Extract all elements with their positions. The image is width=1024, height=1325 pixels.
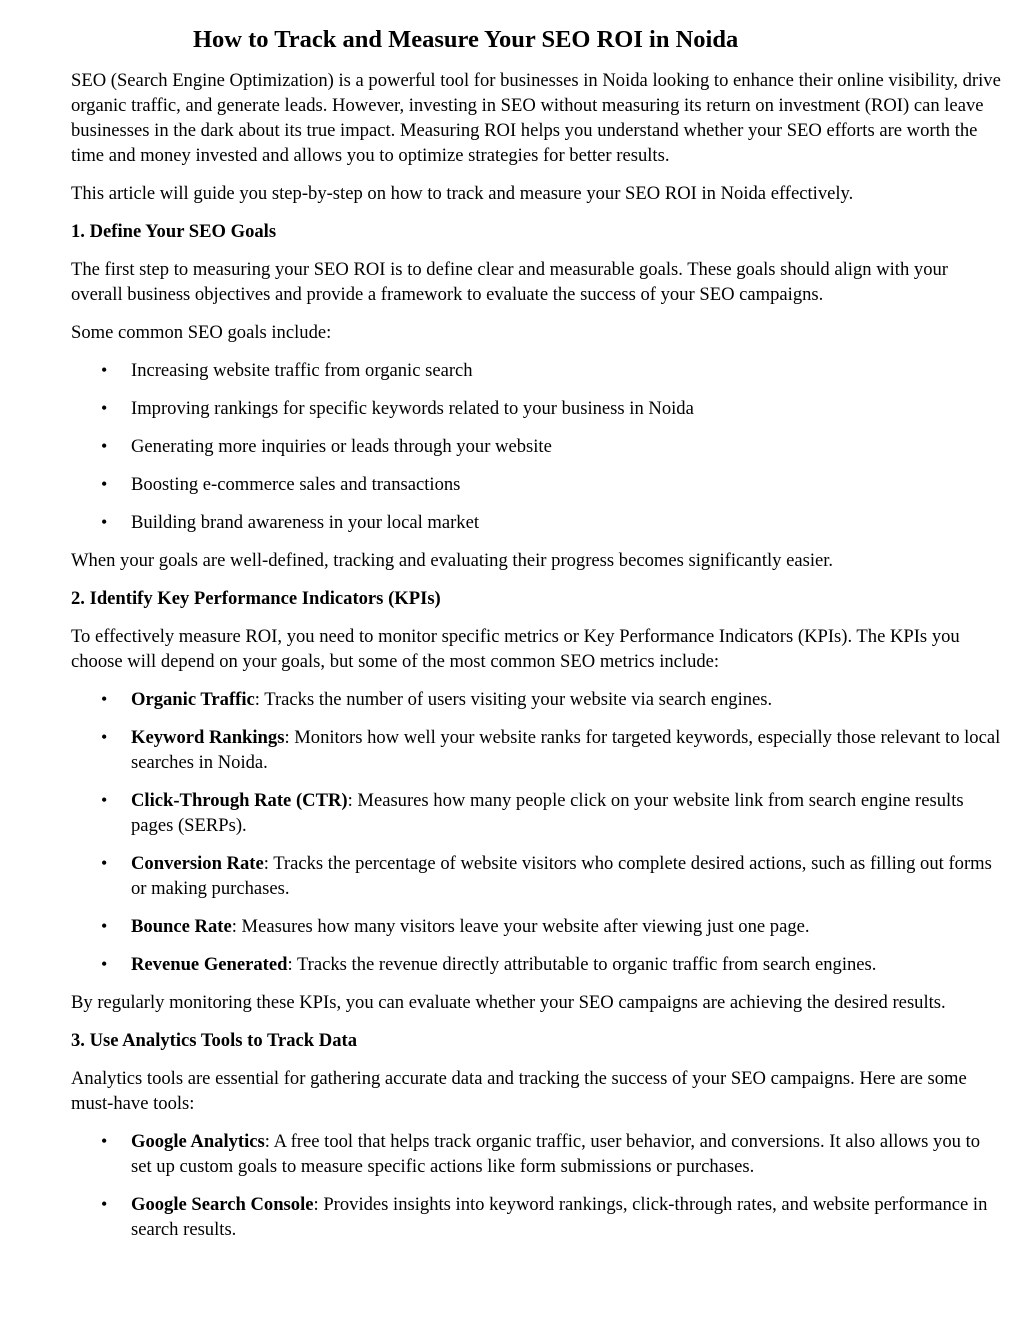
intro-paragraph: This article will guide you step-by-step on how to track and measure your SEO ROI in Noida effectively.	[71, 183, 854, 204]
item-term: Google Search Console	[131, 1194, 314, 1215]
paragraph: By regularly monitoring these KPIs, you can evaluate whether your SEO campaigns are achieving the desired results.	[71, 992, 946, 1013]
list-item: • Building brand awareness in your local market	[71, 510, 1001, 535]
item-term: Bounce Rate	[131, 916, 232, 937]
list-item	[71, 687, 1001, 712]
item-desc: : Measures how many visitors leave your website after viewing just one page.	[231, 916, 810, 937]
item-term: Google Analytics	[131, 1131, 265, 1152]
section-heading: 3. Use Analytics Tools to Track Data	[71, 1030, 357, 1051]
list-item: • Generating more inquiries or leads through your website	[71, 434, 1001, 459]
item-desc: : Tracks the number of users visiting your website via search engines.	[254, 689, 773, 710]
paragraph: Some common SEO goals include:	[71, 322, 332, 343]
intro-paragraph: SEO (Search Engine Optimization) is a powerful tool for businesses in Noida looking to enhance their online visibility, drive organic traffic, and generate leads. However, investing in SEO without measuring its return on investment (ROI) can leave businesses in the dark about its true impact. Measuring ROI helps you understand whether your SEO efforts are worth the time and money invested and allows you to optimize strategies for better results.	[71, 70, 1001, 166]
list-item: • Boosting e-commerce sales and transactions	[71, 472, 1001, 497]
item-term: Click-Through Rate (CTR)	[131, 790, 348, 811]
list-item	[71, 851, 1001, 901]
list-item	[71, 725, 1001, 775]
list-item	[71, 1129, 1001, 1179]
item-desc: : Tracks the percentage of website visitors who complete desired actions, such as filling out forms or making purchases.	[131, 853, 992, 899]
list-item	[71, 788, 1001, 838]
item-desc: : Tracks the revenue directly attributable to organic traffic from search engines.	[287, 954, 877, 975]
list-item: • Improving rankings for specific keywords related to your business in Noida	[71, 396, 1001, 421]
item-desc: : Provides insights into keyword rankings, click-through rates, and website performance in search results.	[131, 1194, 988, 1240]
item-desc: : A free tool that helps track organic traffic, user behavior, and conversions. It also allows you to set up custom goals to measure specific actions like form submissions or purchases.	[131, 1131, 981, 1177]
item-term: Organic Traffic	[131, 689, 255, 710]
section-heading: 1. Define Your SEO Goals	[71, 221, 277, 242]
item-desc: : Monitors how well your website ranks for targeted keywords, especially those relevant to local searches in Noida.	[131, 727, 1001, 773]
item-term: Keyword Rankings	[131, 727, 285, 748]
item-term: Conversion Rate	[131, 853, 264, 874]
item-desc: : Measures how many people click on your website link from search engine results pages (SERPs).	[131, 790, 964, 836]
tools-list	[71, 1129, 1001, 1242]
section-heading: 2. Identify Key Performance Indicators (KPIs)	[71, 588, 441, 609]
list-item: • Increasing website traffic from organic search	[71, 358, 1001, 383]
list-item	[71, 914, 1001, 939]
goals-list	[71, 358, 1001, 535]
paragraph: The first step to measuring your SEO ROI is to define clear and measurable goals. These goals should align with your overall business objectives and provide a framework to evaluate the success of your SEO campaigns.	[71, 259, 948, 305]
document-page	[71, 24, 1001, 1255]
page-title: How to Track and Measure Your SEO ROI in Noida	[193, 26, 739, 53]
item-term: Revenue Generated	[131, 954, 288, 975]
kpi-list	[71, 687, 1001, 977]
paragraph: To effectively measure ROI, you need to monitor specific metrics or Key Performance Indicators (KPIs). The KPIs you choose will depend on your goals, but some of the most common SEO metrics include:	[71, 626, 960, 672]
list-item	[71, 952, 1001, 977]
list-item	[71, 1192, 1001, 1242]
paragraph: Analytics tools are essential for gathering accurate data and tracking the success of your SEO campaigns. Here are some must-have tools:	[71, 1068, 967, 1114]
paragraph: When your goals are well-defined, tracking and evaluating their progress becomes significantly easier.	[71, 550, 834, 571]
